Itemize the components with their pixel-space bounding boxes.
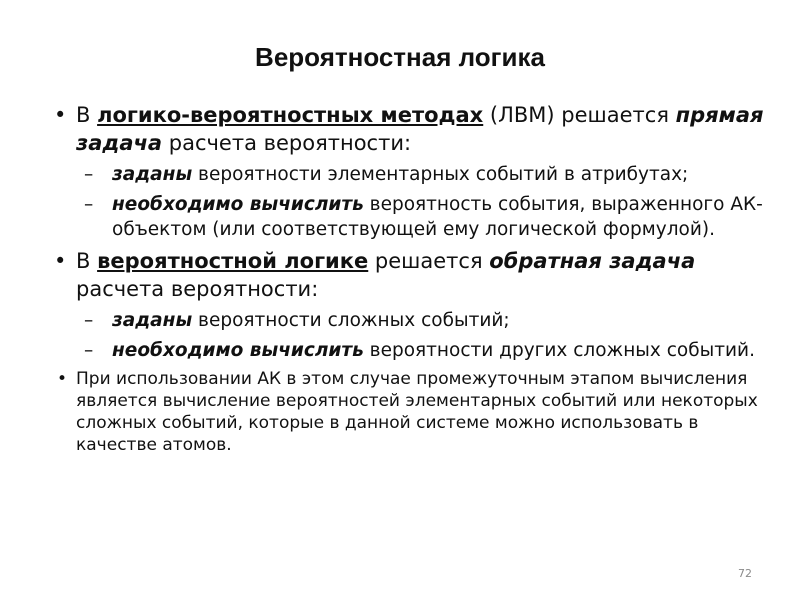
slide-content (54, 101, 774, 456)
text: решается (368, 249, 490, 273)
term-given: заданы (112, 310, 193, 331)
term-lvm: логико-вероятностных методах (97, 103, 484, 127)
term-compute: необходимо вычислить (112, 340, 364, 361)
bullet-lvm (54, 101, 774, 157)
bullet-ak-note (54, 368, 774, 456)
bullet-marker: • (54, 103, 67, 127)
text: вероятность события, выраженного АК-объектом (или соответствующей ему логической формулой). (112, 194, 763, 240)
term-direct-task: прямая задача (76, 103, 764, 155)
slide-number: 72 (738, 567, 752, 580)
text: (ЛВМ) решается (483, 103, 676, 127)
sub-bullet-given (54, 162, 774, 187)
dash-marker: – (84, 194, 94, 215)
text: вероятности других сложных событий. (363, 340, 755, 361)
text: вероятности элементарных событий в атрибутах; (192, 164, 689, 185)
text: В (76, 249, 98, 273)
bullet-marker: • (57, 369, 68, 389)
sub-bullet-given-2 (54, 308, 774, 333)
dash-marker: – (84, 340, 94, 361)
sub-bullet-compute (54, 192, 774, 242)
slide-title: Вероятностная логика (255, 42, 545, 72)
bullet-prob-logic (54, 247, 774, 303)
text: расчета вероятности: (162, 131, 412, 155)
text: В (76, 103, 98, 127)
term-inverse-task: обратная задача (489, 249, 696, 273)
term-compute: необходимо вычислить (112, 194, 364, 215)
sub-bullet-compute-2 (54, 338, 774, 363)
term-given: заданы (112, 164, 193, 185)
dash-marker: – (84, 310, 94, 331)
text: расчета вероятности: (76, 277, 319, 301)
text: При использовании АК в этом случае промежуточным этапом вычисления является вычисление вероятностей элементарных событий или некоторых сложных событий, которые в данной системе можно использовать в качестве атомов. (76, 369, 758, 455)
bullet-marker: • (54, 249, 67, 273)
text: вероятности сложных событий; (192, 310, 510, 331)
term-prob-logic: вероятностной логике (97, 249, 369, 273)
dash-marker: – (84, 164, 94, 185)
